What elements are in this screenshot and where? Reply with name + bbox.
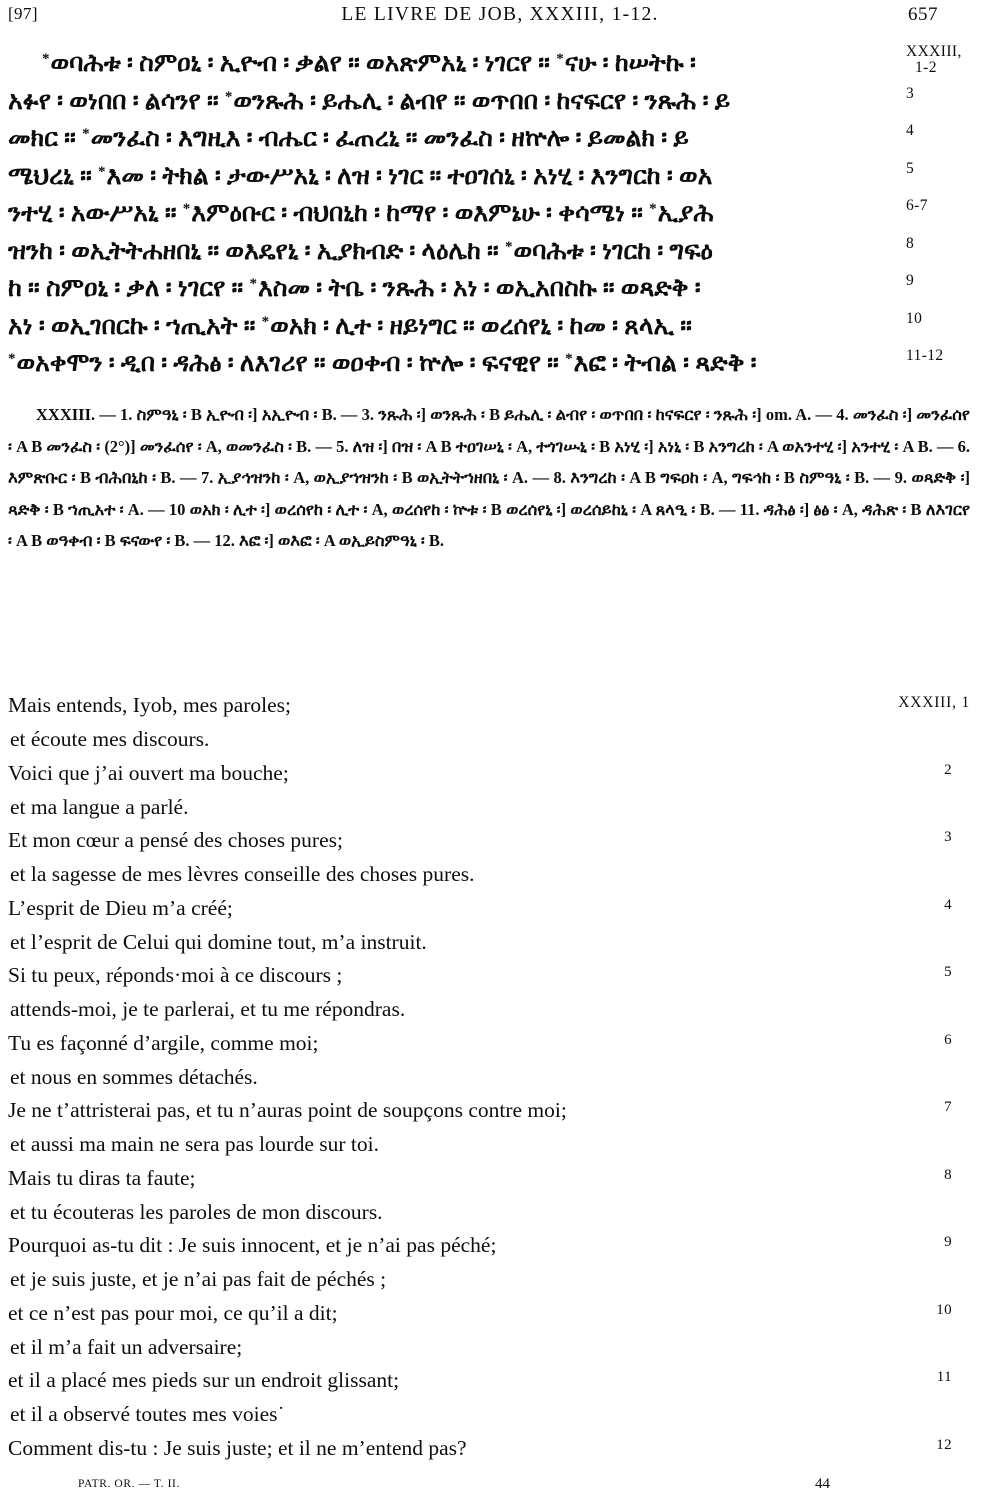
translation-verse	[0, 1028, 1000, 1096]
geez-verse-number	[906, 236, 992, 251]
asterisk-mark: *	[8, 351, 16, 367]
page-title: LE LIVRE DE JOB, XXXIII, 1-12.	[341, 4, 659, 25]
geez-line	[0, 117, 1000, 155]
translation-line-b: et nous en sommes détachés.	[10, 1064, 258, 1089]
geez-line-text: ንተሂ ፡ አውሥአኒ ። *እምዕቡር ፡ ብህበኒከ ፡ ከማየ ፡ ወእምኔሁ ፡ ቀሳሜነ ። *ኢያሕ	[8, 200, 714, 227]
translation-verse-number: 10	[936, 1301, 952, 1318]
asterisk-mark: *	[224, 88, 233, 105]
geez-verse-number-primary: 10	[906, 309, 923, 327]
geez-verse-number-primary: 3	[906, 84, 915, 102]
geez-verse-number-primary: 4	[906, 122, 915, 139]
geez-line-text: *ወአቀሞን ፡ ዲበ ፡ ዳሕፅ ፡ ለእገሪየ ። ወዐቀብ ፡ ኵሎ ፡ ፍናዊየ ። *እፎ ፡ ትብል ፡ ጻድቅ ፡	[8, 350, 757, 377]
translation-line-b: et la sagesse de mes lèvres conseille des choses pures.	[10, 862, 475, 886]
translation-line-b: attends-moi, je te parlerai, et tu me répondras.	[10, 997, 406, 1021]
translation-line-b: et écoute mes discours.	[10, 727, 210, 751]
asterisk-mark: *	[98, 163, 106, 180]
geez-verse-number-primary: 6-7	[906, 197, 928, 214]
geez-verse-number-primary: 11-12	[906, 347, 944, 364]
geez-line	[0, 230, 1000, 268]
translation-line-b: et je suis juste, et je n’ai pas fait de péchés ;	[10, 1267, 387, 1291]
asterisk-mark: *	[649, 201, 657, 217]
translation-line-b: et il m’a fait un adversaire;	[10, 1334, 243, 1359]
geez-line-text: ሜህረኒ ። *እመ ፡ ትክል ፡ ታውሥአኒ ፡ ለዝ ፡ ነገር ። ተዐገሰኒ ፡ አነሂ ፡ እንግርከ ፡ ወአ	[8, 162, 713, 190]
asterisk-mark: *	[565, 351, 573, 367]
translation-line-b: et tu écouteras les paroles de mon discours.	[10, 1199, 383, 1224]
apparatus-text: XXXIII. — 1. ስምዓኒ ፡ B ኢዮብ ፡] አኢዮብ ፡ B. — 3. ንጹሕ ፡] ወንጹሕ ፡ B ይሔሊ ፡ ልብየ ፡ ወጥበበ ፡ ከናፍርየ ፡ ንጹሕ ፡] om. A. — 4. መንፈስ ፡] መንፈሰየ ፡ A B መንፈስ ፡ (2°)] መንፈሰየ ፡ A, ወመንፈስ ፡ B. — 5. ለዝ ፡] በዝ ፡ A B ተዐገሠኒ ፡ A, ተጎገሡኒ ፡ B አነሂ ፡] አነኒ ፡ B አንግረከ ፡ A ወአንተሂ ፡] አንተሂ ፡ A B. — 6. እምጽቡር ፡ B ብሕበኒከ ፡ B. — 7. ኢያኅዝንከ ፡ A, ወኢያኀዝንከ ፡ B ወኢትትኀዘበኒ ፡ A. — 8. እንግረከ ፡ A B ግፍዐከ ፡ A, ግፍኅከ ፡ B ስምዓኒ ፡ B. — 9. ወጻድቅ ፡] ጻድቅ ፡ B ኀጢአተ ፡ A. — 10 ወአክ ፡ ሊተ ፡] ወረሰየከ ፡ ሊተ ፡ A, ወረሰየከ ፡ ኵቱ ፡ B ወረሰየኒ ፡] ወረሰይከኒ ፡ A ጸላዒ ፡ B. — 11. ዳሕፅ ፡] ፅፅ ፡ A, ዳሕጽ ፡ B ለእገርየ ፡ A B ወዓቀብ ፡ B ፍናውየ ፡ B. — 12. እፎ ፡] ወእፎ ፡ A ወኢይስምዓኒ ፡ B.	[8, 405, 970, 550]
geez-line-text: አፉየ ፡ ወነበበ ፡ ልሳንየ ። *ወንጹሕ ፡ ይሔሊ ፡ ልብየ ። ወጥበበ ፡ ከናፍርየ ፡ ንጹሕ ፡ ይ	[8, 87, 731, 115]
geez-verse-number	[906, 311, 992, 326]
geez-line	[0, 342, 1000, 380]
geez-line-text: ከ ። ስምዐኒ ፡ ቃለ ፡ ነገርየ ። *እስመ ፡ ትቤ ፡ ንጹሕ ፡ አነ ፡ ወኢአበስኩ ። ወጻድቅ ፡	[8, 275, 701, 302]
asterisk-mark: *	[504, 238, 513, 255]
translation-line-a: et ce n’est pas pour moi, ce qu’il a dit;	[8, 1300, 338, 1325]
translation-line-b: et l’esprit de Celui qui domine tout, m’a instruit.	[10, 929, 427, 954]
page-footer	[0, 1478, 1000, 1500]
translation-line-b: et il a observé toutes mes voies˙	[10, 1402, 285, 1426]
translation-verse	[0, 1163, 1000, 1231]
geez-line	[0, 42, 1000, 80]
geez-verse-number	[906, 123, 992, 138]
translation-verse-number: 11	[936, 1369, 952, 1385]
asterisk-mark: *	[182, 201, 191, 217]
geez-line-text: መክር ። *መንፈስ ፡ እግዚእ ፡ ብሔር ፡ ፈጠረኒ ። መንፈስ ፡ ዘኵሎ ፡ ይመልክ ፡ ይ	[8, 125, 689, 152]
geez-verse-number-primary: 5	[906, 159, 915, 177]
geez-verse-number	[906, 44, 992, 75]
geez-verse-number-primary: 8	[906, 234, 915, 252]
translation-line-a: Comment dis-tu : Je suis juste; et il ne m’entend pas?	[8, 1435, 467, 1460]
asterisk-mark: *	[82, 126, 90, 142]
translation-verse-number: 2	[944, 761, 952, 778]
geez-line	[0, 192, 1000, 230]
translation-line-a: Et mon cœur a pensé des choses pures;	[8, 828, 343, 852]
geez-line	[0, 305, 1000, 343]
translation-verse-number: 3	[944, 829, 952, 845]
translation-verse-number: 4	[944, 896, 952, 913]
geez-line-text: *ወባሕቱ ፡ ስምዐኒ ፡ ኢዮብ ፡ ቃልየ ። ወአጽምአኒ ፡ ነገርየ ። *ናሁ ፡ ከሠትኩ ፡	[42, 50, 696, 77]
translation-verse-number: 9	[944, 1234, 952, 1250]
geez-line-text: ዝንከ ፡ ወኢትትሐዘበኒ ። ወእዴየኒ ፡ ኢያክብድ ፡ ላዕሌከ ። *ወባሕቱ ፡ ነገርከ ፡ ግፍዕ	[8, 237, 713, 265]
geez-verse-number	[906, 348, 992, 363]
translation-line-a: Je ne t’attristerai pas, et tu n’auras point de soupçons contre moi;	[8, 1098, 567, 1122]
asterisk-mark: *	[261, 313, 270, 330]
series-imprint: PATR. OR. — T. II.	[78, 1478, 180, 1490]
folio-bracket-number: [97]	[8, 4, 38, 23]
geez-line-text: አነ ፡ ወኢገበርኩ ፡ ኀጢአት ። *ወአክ ፡ ሊተ ፡ ዘይነግር ። ወረሰየኒ ፡ ከመ ፡ ጸላኢ ።	[8, 312, 692, 340]
geez-verse-number	[906, 161, 992, 176]
page-number: 657	[908, 4, 938, 25]
translation-verse-number: 6	[944, 1031, 952, 1048]
translation-verse-number: 8	[944, 1166, 952, 1183]
translation-line-a: Tu es façonné d’argile, comme moi;	[8, 1030, 319, 1055]
translation-line-a: et il a placé mes pieds sur un endroit glissant;	[8, 1368, 400, 1392]
translation-verse	[0, 758, 1000, 826]
running-head	[0, 4, 1000, 34]
geez-verse-number	[906, 273, 992, 288]
signature-number: 44	[815, 1476, 830, 1492]
translation-verse	[0, 1095, 1000, 1163]
translation-verse-number: 5	[944, 964, 952, 980]
translation-verse	[0, 690, 1000, 758]
translation-verse	[0, 1365, 1000, 1433]
translation-line-b: et aussi ma main ne sera pas lourde sur toi.	[10, 1132, 379, 1156]
translation-verse	[0, 893, 1000, 961]
translation-verse-number: 12	[936, 1436, 952, 1453]
asterisk-mark: *	[556, 51, 564, 67]
geez-verse-number	[906, 198, 992, 213]
geez-verse-number-primary: 9	[906, 272, 915, 289]
geez-verse-number	[906, 86, 992, 101]
geez-verse-number-primary: XXXIII,	[906, 43, 962, 60]
translation-verse	[0, 1298, 1000, 1366]
translation-verse	[0, 960, 1000, 1028]
translation-line-a: Mais tu diras ta faute;	[8, 1165, 196, 1190]
asterisk-mark: *	[249, 276, 257, 292]
geez-verse-number-secondary: 1-2	[915, 59, 937, 76]
geez-line	[0, 80, 1000, 118]
translation-verse	[0, 825, 1000, 893]
translation-verse-number: 7	[944, 1099, 952, 1115]
critical-apparatus	[8, 400, 970, 558]
translation-line-a: Voici que j’ai ouvert ma bouche;	[8, 760, 289, 785]
translation-line-a: Pourquoi as-tu dit : Je suis innocent, et je n’ai pas péché;	[8, 1233, 497, 1257]
geez-line	[0, 155, 1000, 193]
translation-line-a: Mais entends, Iyob, mes paroles;	[8, 693, 292, 717]
french-translation-block	[0, 690, 1000, 1500]
translation-line-a: Si tu peux, réponds·moi à ce discours ;	[8, 963, 343, 987]
asterisk-mark: *	[42, 51, 50, 67]
geez-line	[0, 267, 1000, 305]
translation-line-b: et ma langue a parlé.	[10, 794, 189, 819]
translation-verse-number: XXXIII, 1	[898, 694, 970, 711]
geez-text-block	[0, 42, 1000, 380]
translation-line-a: L’esprit de Dieu m’a créé;	[8, 895, 233, 920]
translation-verse	[0, 1230, 1000, 1298]
